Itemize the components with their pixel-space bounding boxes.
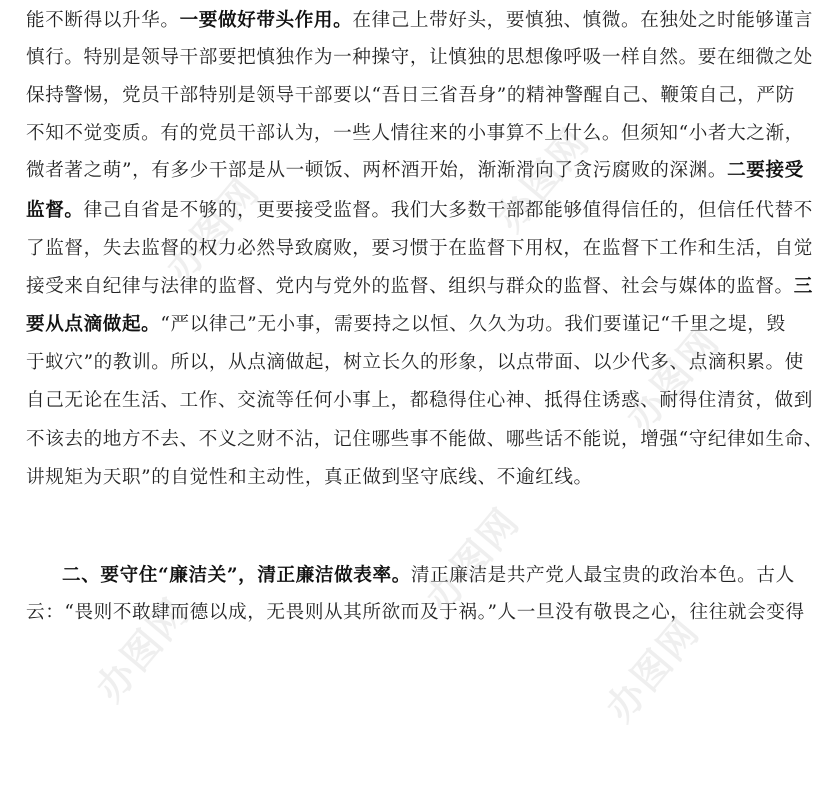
body-text: 不知不觉变质。有的党员干部认为，一些人情往来的小事算不上什么。但须知“小者大之渐， — [26, 123, 804, 144]
text-line — [26, 598, 805, 628]
bold-heading-text: 要从点滴做起。 — [26, 314, 161, 335]
text-line — [26, 310, 786, 340]
body-text: 保持警惕，党员干部特别是领导干部要以“吾日三省吾身”的精神警醒自己、鞭策自己，严防 — [26, 85, 795, 106]
body-text: 能不断得以升华。 — [26, 10, 180, 31]
bold-heading-text: 一要做好带头作用。 — [179, 10, 353, 31]
body-text: 慎行。特别是领导干部要把慎独作为一种操守，让慎独的思想像呼吸一样自然。要在细微之处 — [26, 47, 813, 68]
text-line — [26, 463, 776, 493]
watermark-text: 办图网 — [157, 169, 269, 290]
body-text: 了监督，失去监督的权力必然导致腐败，要习惯于在监督下用权，在监督下工作和生活，自觉 — [26, 238, 813, 259]
body-text: 云：“畏则不敢肆而德以成，无畏则从其所欲而及于祸。”人一旦没有敬畏之心，往往就会变得 — [26, 602, 805, 623]
text-line — [26, 386, 813, 416]
text-line — [26, 348, 804, 378]
body-text: 接受来自纪律与法律的监督、党内与党外的监督、组织与群众的监督、社会与媒体的监督。 — [26, 276, 794, 297]
body-text: 自己无论在生活、工作、交流等任何小事上，都稳得住心神、抵得住诱惑、耐得住清贫，做到 — [26, 390, 813, 411]
body-text: 清正廉洁是共产党人最宝贵的政治本色。古人 — [410, 565, 795, 586]
bold-heading-text: 监督。 — [26, 200, 84, 221]
text-line — [26, 196, 813, 226]
text-line — [26, 119, 804, 149]
text-line — [26, 6, 813, 36]
text-line — [26, 43, 813, 73]
bold-heading-text: 二、要守住“廉洁关”，清正廉洁做表率。 — [62, 565, 411, 586]
text-line — [26, 272, 813, 302]
watermark-text: 办图网 — [87, 589, 199, 710]
watermark-text: 办图网 — [597, 609, 709, 730]
text-line — [26, 156, 804, 186]
bold-heading-text: 二要接受 — [727, 160, 804, 181]
text-line — [62, 561, 795, 591]
body-text: 不该去的地方不去、不义之财不沾，记住哪些事不能做、哪些话不能说，增强“守纪律如生命、 — [26, 429, 823, 450]
text-line — [26, 81, 795, 111]
body-text: 讲规矩为天职”的自觉性和主动性，真正做到坚守底线、不逾红线。 — [26, 467, 593, 488]
body-text: 微者著之萌”，有多少干部是从一顿饭、两杯酒开始，渐渐滑向了贪污腐败的深渊。 — [26, 160, 728, 181]
text-line — [26, 234, 813, 264]
body-text: 在律己上带好头，要慎独、慎微。在独处之时能够谨言 — [352, 10, 813, 31]
text-line — [26, 425, 823, 455]
body-text: “严以律己”无小事，需要持之以恒、久久为功。我们要谨记“千里之堤，毁 — [160, 314, 786, 335]
watermark-text: 办图网 — [617, 319, 729, 440]
body-text: 于蚁穴”的教训。所以，从点滴做起，树立长久的形象，以点带面、以少代多、点滴积累。使 — [26, 352, 804, 373]
bold-heading-text: 三 — [793, 276, 813, 297]
watermark-text: 办图网 — [417, 499, 529, 620]
watermark-text: 办图网 — [487, 119, 599, 240]
body-text: 律己自省是不够的，更要接受监督。我们大多数干部都能够值得信任的，但信任代替不 — [83, 200, 813, 221]
